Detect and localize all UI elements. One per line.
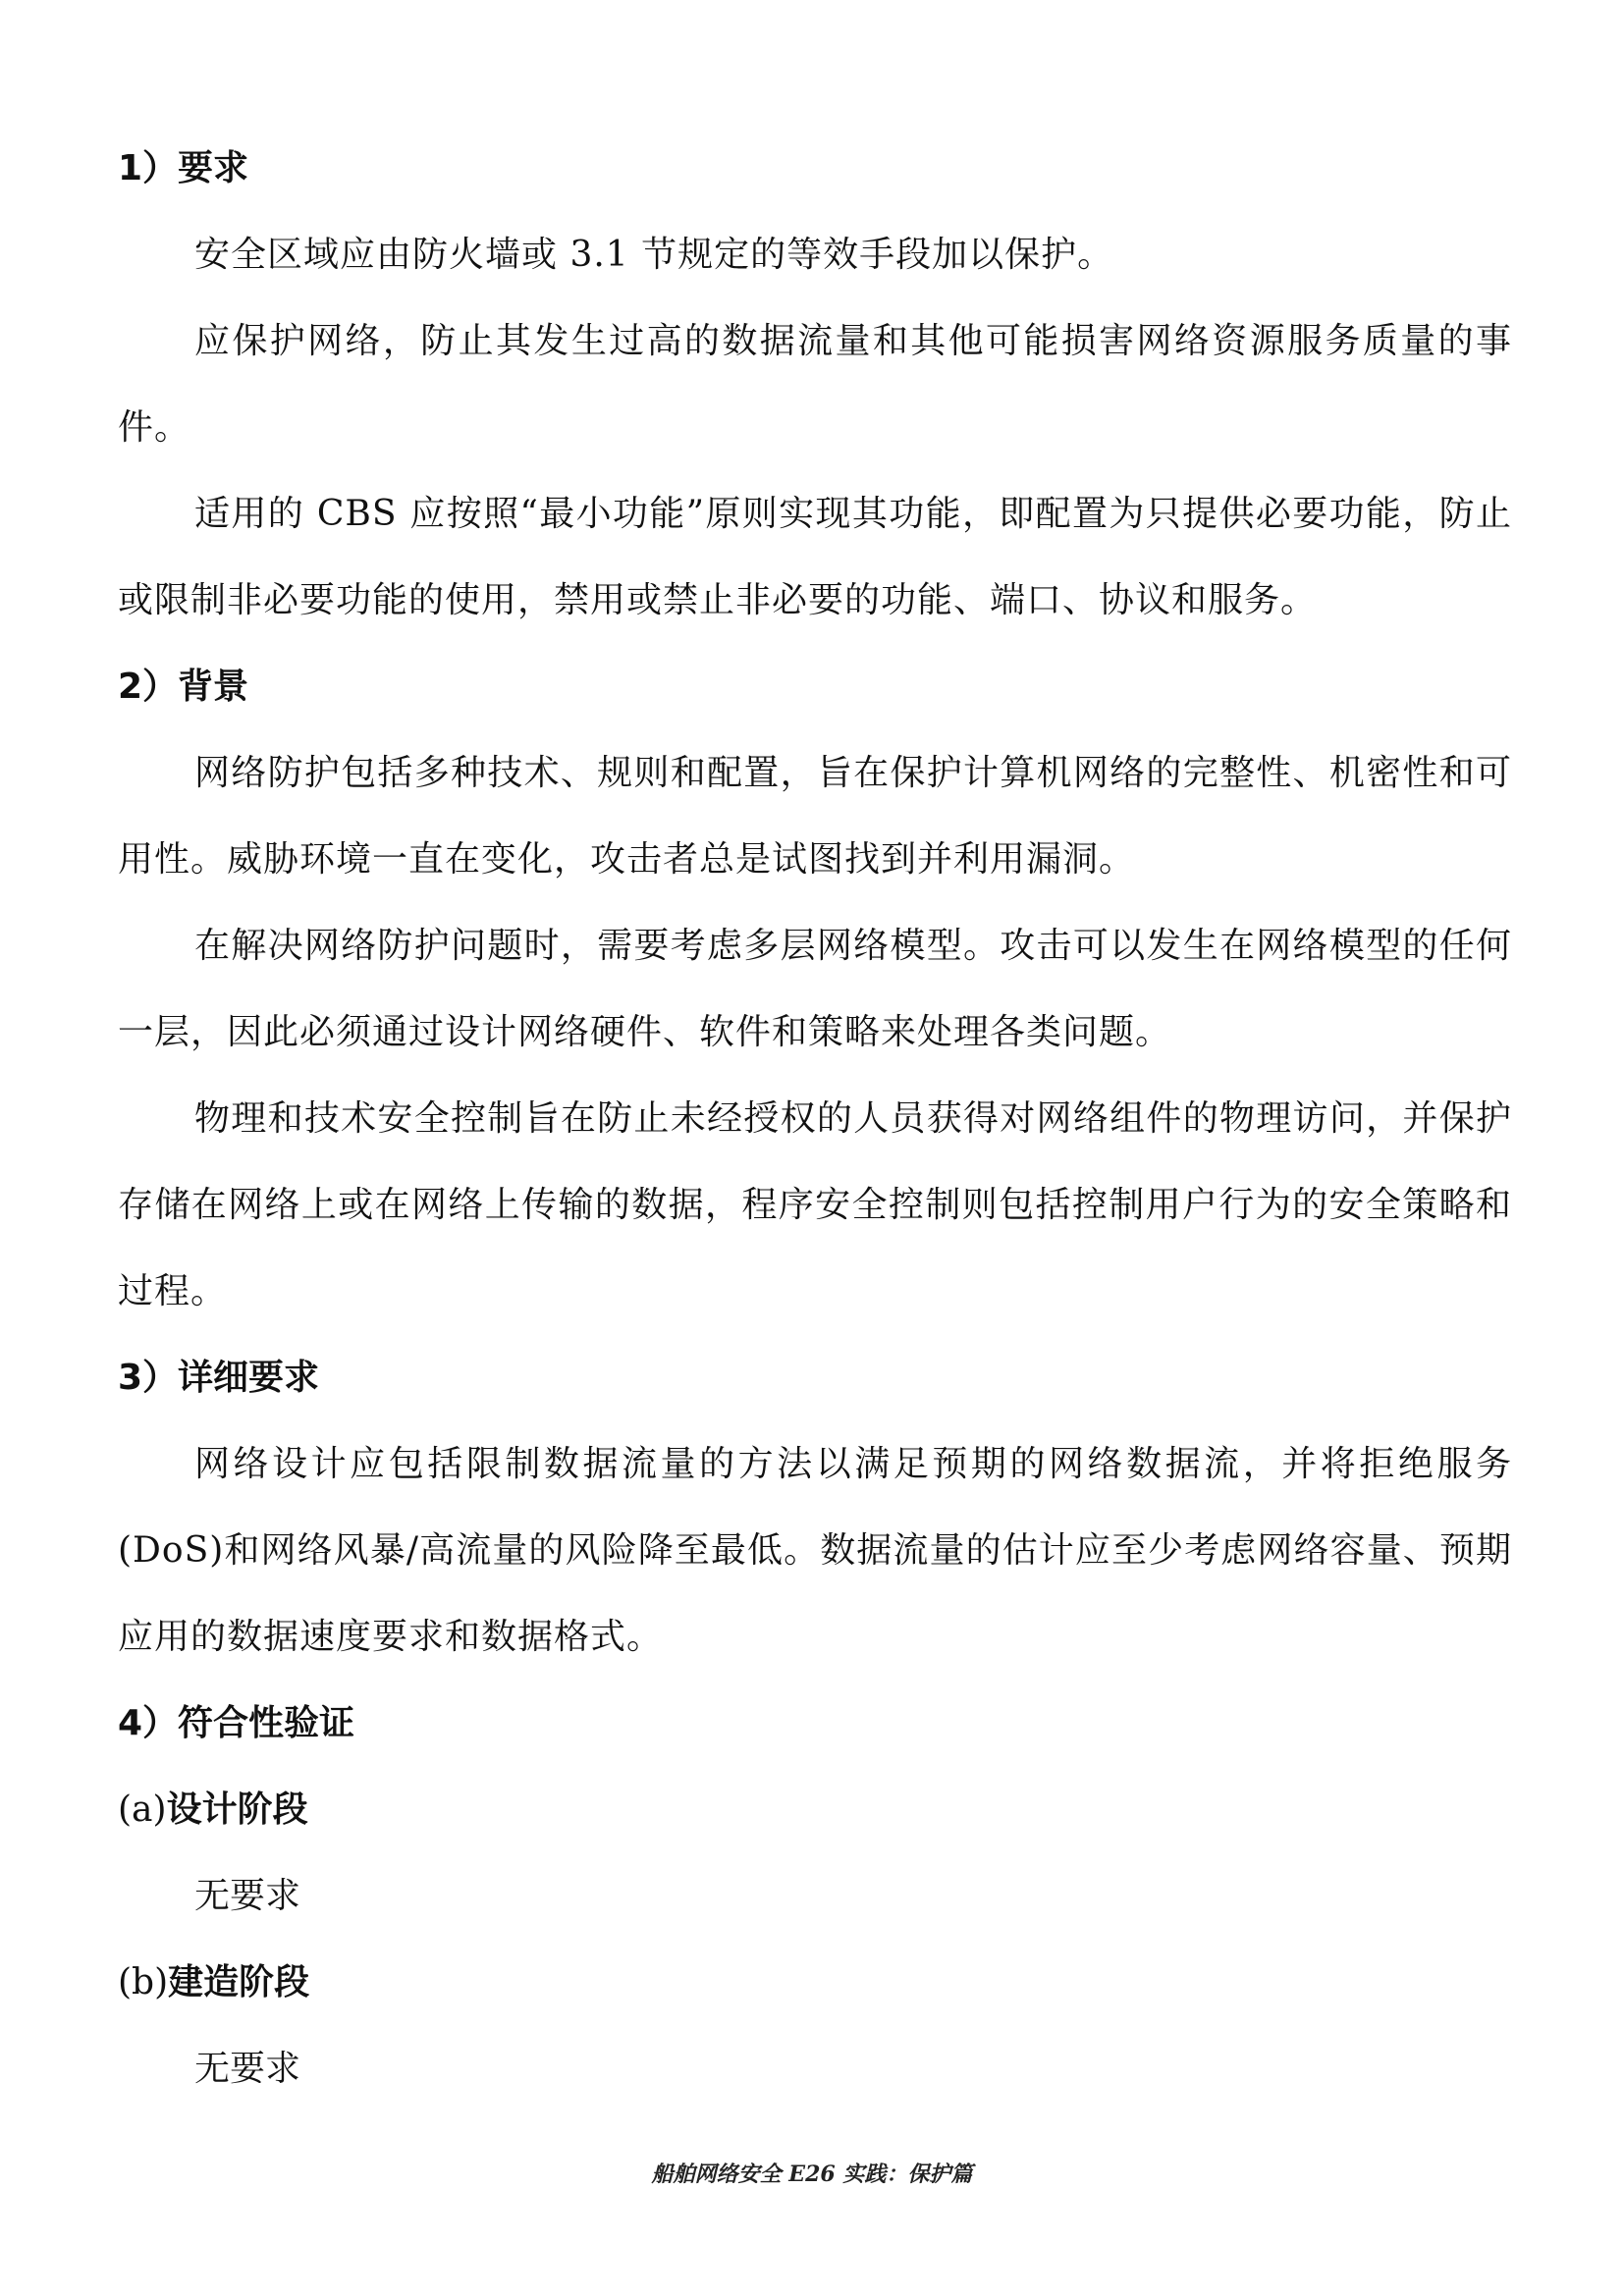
construction-phase-text: 无要求 [194,2049,301,2089]
paragraph: 在解决网络防护问题时，需要考虑多层网络模型。攻击可以发生在网络模型的任何一层，因此必须通过设计网络硬件、软件和策略来处理各类问题。 [118,926,1512,1052]
subheading-construction-phase [118,1961,1512,2004]
design-phase-text: 无要求 [194,1876,301,1916]
paragraph: 网络设计应包括限制数据流量的方法以满足预期的网络数据流，并将拒绝服务(DoS)和网络风暴/高流量的风险降至最低。数据流量的估计应至少考虑网络容量、预期应用的数据速度要求和数据格式。 [118,1444,1512,1657]
section-heading-requirements: 1）要求 [118,148,249,188]
subheading-design-phase [118,1789,1512,1832]
page-footer: 船舶网络安全 E26 实践：保护篇 [651,2162,973,2187]
subheading-label: (a) [118,1789,167,1830]
subheading-label: (b) [118,1962,169,2002]
paragraph: 安全区域应由防火墙或 3.1 节规定的等效手段加以保护。 [194,235,1114,275]
subheading-title: 建造阶段 [168,1962,310,2002]
paragraph: 适用的 CBS 应按照“最小功能”原则实现其功能，即配置为只提供必要功能，防止或限制非必要功能的使用，禁用或禁止非必要的功能、端口、协议和服务。 [118,494,1512,620]
paragraph: 应保护网络，防止其发生过高的数据流量和其他可能损害网络资源服务质量的事件。 [118,321,1512,448]
page-content [118,147,1512,2134]
section-heading-compliance-verification: 4）符合性验证 [118,1703,355,1743]
paragraph: 网络防护包括多种技术、规则和配置，旨在保护计算机网络的完整性、机密性和可用性。威胁环境一直在变化，攻击者总是试图找到并利用漏洞。 [118,753,1512,880]
subheading-title: 设计阶段 [166,1789,308,1830]
paragraph: 物理和技术安全控制旨在防止未经授权的人员获得对网络组件的物理访问，并保护存储在网络上或在网络上传输的数据，程序安全控制则包括控制用户行为的安全策略和过程。 [118,1098,1512,1311]
section-heading-detailed-requirements: 3）详细要求 [118,1358,320,1398]
section-heading-background: 2）背景 [118,667,249,707]
